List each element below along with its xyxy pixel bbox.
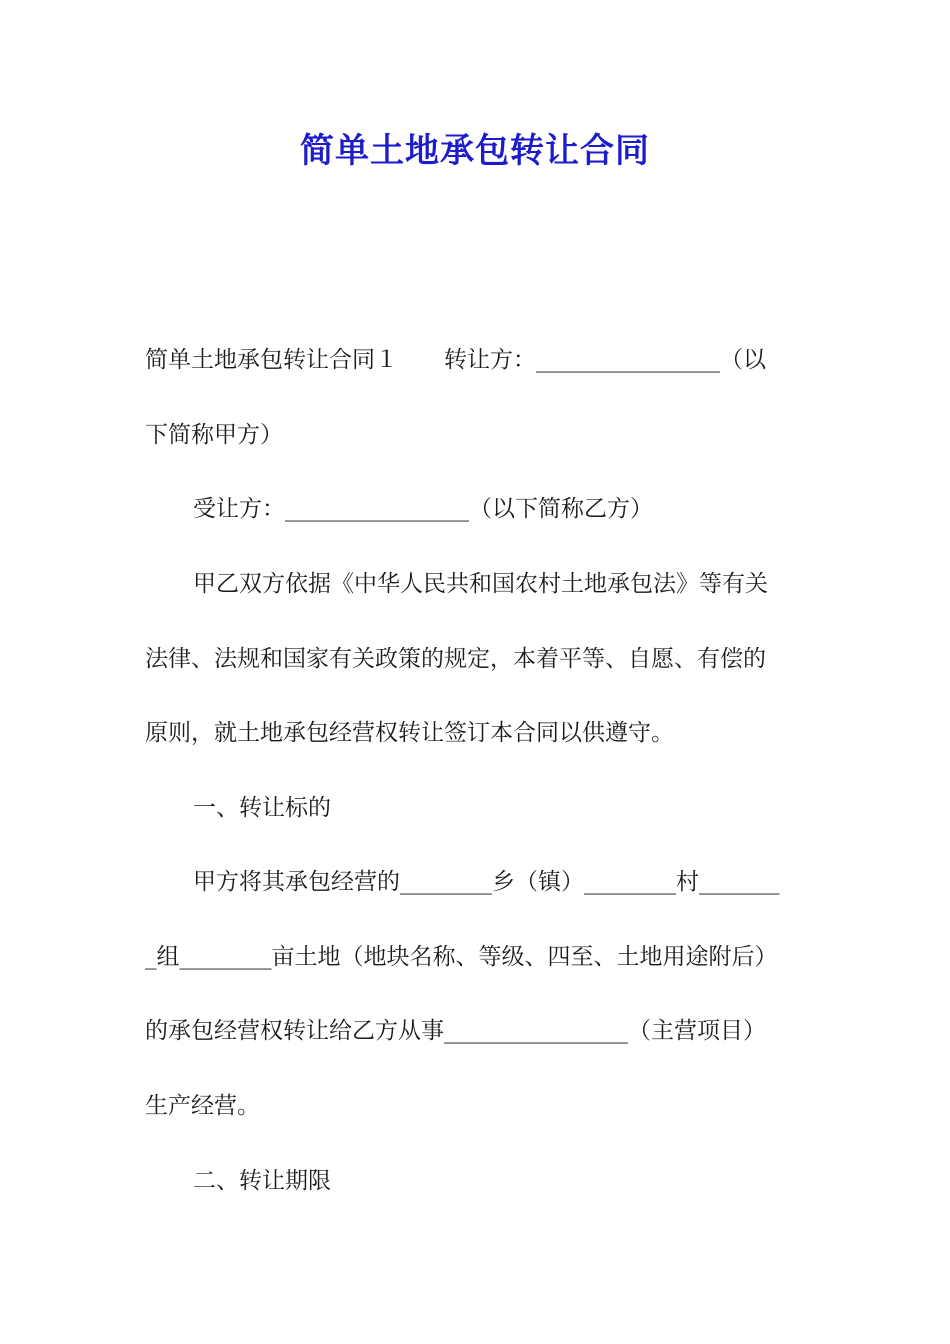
basis-paragraph-line-1: 甲乙双方依据《中华人民共和国农村土地承包法》等有关 (193, 571, 768, 597)
contract-intro-line (145, 343, 810, 377)
document-title: 简单土地承包转让合同 (300, 131, 650, 171)
section-2-heading: 二、转让期限 (193, 1168, 331, 1194)
section-1-heading: 一、转让标的 (193, 795, 331, 821)
subject-paragraph-line-2: _组________亩土地（地块名称、等级、四至、土地用途附后） (145, 944, 778, 970)
basis-paragraph-line-2: 法律、法规和国家有关政策的规定，本着平等、自愿、有偿的 (145, 646, 766, 672)
basis-paragraph-line-3: 原则，就土地承包经营权转让签订本合同以供遵守。 (145, 720, 674, 746)
transferee-line: 受让方：________________（以下简称乙方） (193, 496, 653, 522)
subject-paragraph-line-1: 甲方将其承包经营的________乡（镇）________村_______ (193, 869, 780, 895)
subject-paragraph-line-3: 的承包经营权转让给乙方从事________________（主营项目） (145, 1018, 766, 1044)
subject-paragraph-line-4: 生产经营。 (145, 1093, 260, 1119)
transferor-text: 转让方：________________（以 (444, 347, 766, 373)
contract-name-text: 简单土地承包转让合同１ (145, 347, 398, 373)
party-a-abbrev-line: 下简称甲方） (145, 422, 283, 448)
